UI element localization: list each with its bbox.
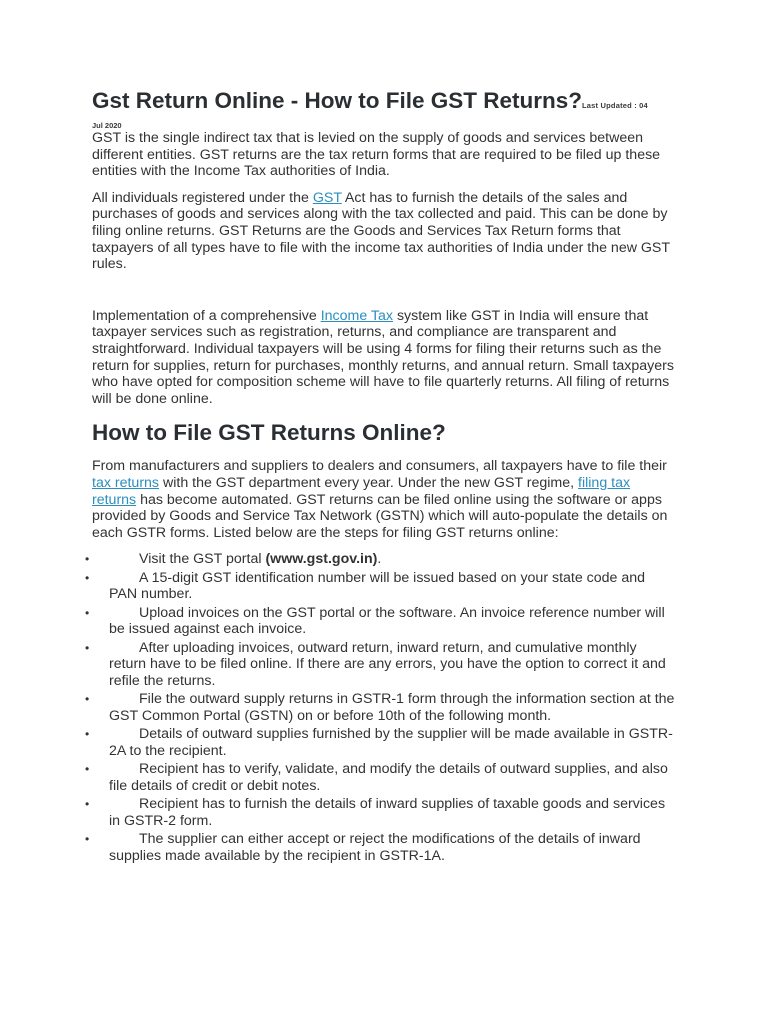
bullet-icon: • [85,692,90,707]
bullet-icon: • [85,762,90,777]
text-run: Visit the GST portal [139,551,266,568]
tax-returns-link[interactable]: tax returns [92,474,160,491]
list-item [85,831,677,864]
text-run: Details of outward supplies furnished by the supplier will be made available in GSTR-2A to the recipient. [109,726,673,759]
list-item [85,639,677,690]
text-run: From manufacturers and suppliers to dealers and consumers, all taxpayers have to file their [92,458,667,475]
section-heading: How to File GST Returns Online? [92,420,446,446]
list-item [85,604,677,638]
text-run: . [377,551,382,568]
text-run: The supplier can either accept or reject the modifications of the details of inward supplies made available by the recipient in GSTR-1A. [109,831,641,864]
text-run: with the GST department every year. Under the new GST regime, [159,474,579,491]
page-title-text: Gst Return Online - How to File GST Returns? [92,88,583,113]
gst-link[interactable]: GST [312,189,342,206]
text-run: File the outward supply returns in GSTR-1 form through the information section at the GST Common Portal (GSTN) on or before 10th of the following month. [109,691,675,724]
article [85,86,677,866]
registration-paragraph [92,190,677,273]
text-run: After uploading invoices, outward return, inward return, and cumulative monthly return have to be filed online. If there are any errors, you have the option to correct it and refile the returns. [109,639,666,689]
list-item [85,726,677,759]
list-item [85,691,677,724]
text-run: A 15-digit GST identification number will be issued based on your state code and PAN number. [109,569,646,603]
text-run: has become automated. GST returns can be filed online using the software or apps provided by Goods and Service Tax Network (GSTN) which will auto-populate the details on each GSTR forms. Listed below are the steps for filing GST returns online: [92,491,668,541]
intro-paragraph: GST is the single indirect tax that is levied on the supply of goods and services between different entities. GST returns are the tax return forms that are required to be filed up these entities with the Income Tax authorities of India. [92,130,661,180]
implementation-paragraph [92,308,677,408]
bullet-icon: • [85,605,90,620]
bullet-icon: • [85,640,90,655]
text-run: All individuals registered under the [92,189,313,206]
list-item [85,796,677,829]
last-updated-label: Last Updated : 04 [582,101,648,110]
bullet-icon: • [85,570,90,585]
last-updated-date: Jul 2020 [92,121,122,130]
bullet-icon: • [85,797,90,812]
list-item [85,551,677,568]
gst-portal-url: (www.gst.gov.in) [265,551,378,568]
page-title [92,86,677,121]
text-run: Act has to furnish the details of the sales and purchases of goods and services along with the tax collected and paid. This can be done by filing online returns. GST Returns are the Goods and Services Tax Return forms that taxpayers of all types have to file with the income tax authorities of India under the new GST rules. [92,189,670,273]
text-run: Implementation of a comprehensive [92,307,321,324]
bullet-icon: • [85,727,90,742]
filing-paragraph [92,458,677,541]
text-run: Recipient has to verify, validate, and modify the details of outward supplies, and also file details of credit or debit notes. [109,761,668,794]
text-run: system like GST in India will ensure that taxpayer services such as registration, returns, and compliance are transparent and straightforward. Individual taxpayers will be using 4 forms for filing their returns such as the return for supplies, return for purchases, monthly returns, and annual return. Small taxpayers who have opted for composition scheme will have to file quarterly returns. All filing of returns will be done online. [92,307,674,407]
list-item [85,569,677,603]
income-tax-link[interactable]: Income Tax [320,307,393,324]
bullet-icon: • [85,552,90,567]
bullet-icon: • [85,832,90,847]
list-item [85,761,677,794]
filing-tax-returns-link[interactable]: filing tax returns [92,474,631,508]
text-run: Upload invoices on the GST portal or the software. An invoice reference number will be issued against each invoice. [109,604,665,638]
text-run: Recipient has to furnish the details of inward supplies of taxable goods and services in GSTR-2 form. [109,796,666,829]
steps-list [85,551,677,864]
